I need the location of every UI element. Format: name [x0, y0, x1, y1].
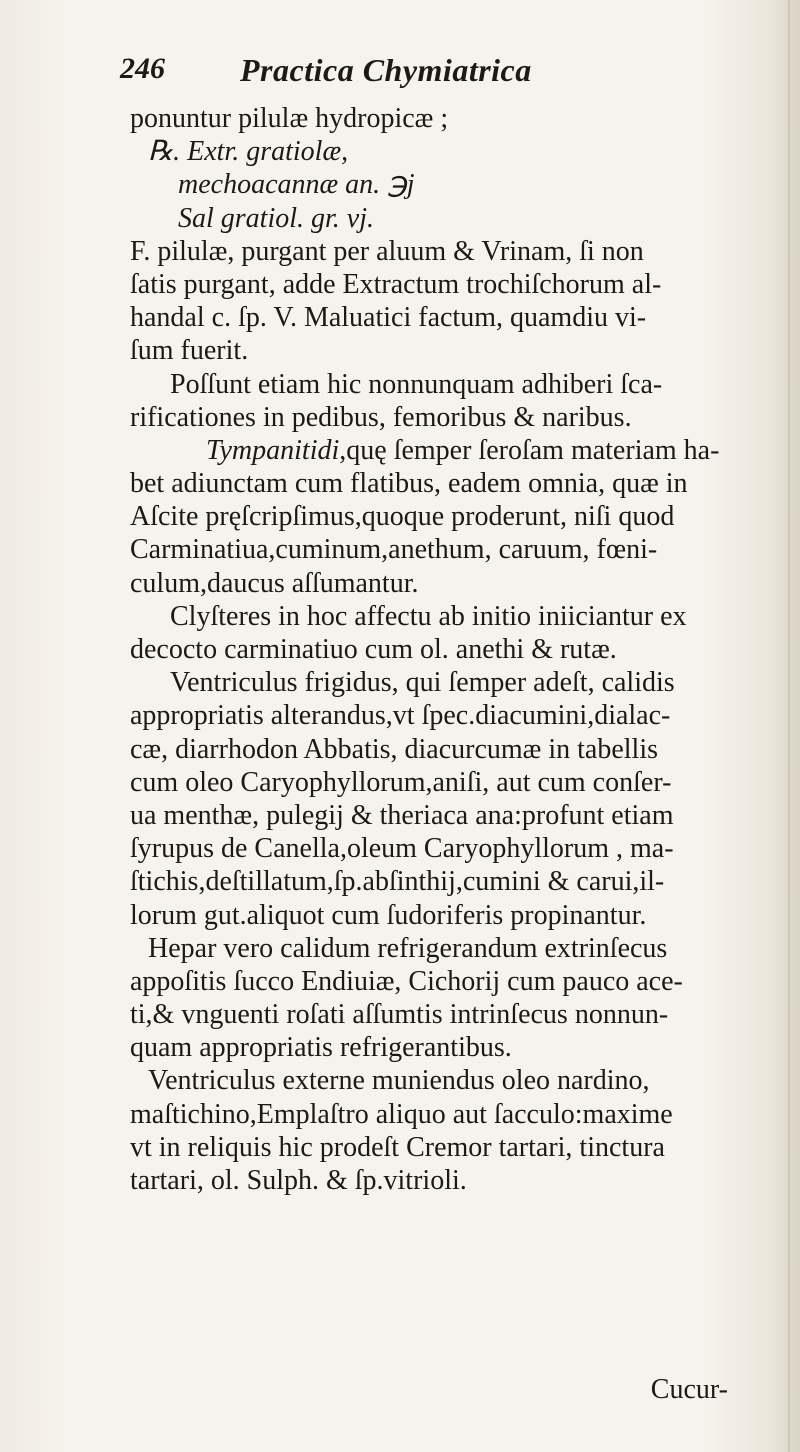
text-line: appoſitis ſucco Endiuiæ, Cichorij cum pauco ace- — [130, 965, 683, 997]
text-line: culum,daucus aſſumantur. — [130, 567, 419, 599]
running-title: Practica Chymiatrica — [240, 52, 532, 88]
recipe-line: ℞. Extr. gratiolæ, — [148, 136, 349, 168]
text-span: ,quę ſemper ſeroſam materiam ha- — [339, 434, 720, 466]
text-line: ſum fuerit. — [130, 335, 249, 367]
text-line: ponuntur pilulæ hydropicæ ; — [130, 103, 449, 134]
text-line: tartari, ol. Sulph. & ſp.vitrioli. — [130, 1165, 467, 1196]
text-line: bet adiunctam cum flatibus, eadem omnia, quæ in — [130, 468, 688, 500]
text-line: ſatis purgant, adde Extractum trochiſchorum al- — [130, 268, 662, 300]
text-line: ua menthæ, pulegij & theriaca ana:profunt etiam — [130, 799, 674, 831]
text-line: F. pilulæ, purgant per aluum & Vrinam, ſi non — [130, 235, 644, 267]
body-text — [130, 102, 770, 1197]
text-line: ſtichis,deſtillatum,ſp.abſinthij,cumini & carui,il- — [130, 866, 665, 898]
term-tympanitidi: Tympanitidi — [206, 434, 340, 466]
text-line: vt in reliquis hic prodeſt Cremor tartari, tinctura — [130, 1131, 665, 1163]
text-line: handal c. ſp. V. Maluatici factum, quamdiu vi- — [130, 302, 647, 334]
page-header — [120, 44, 680, 94]
text-line: maſtichino,Emplaſtro aliquo aut ſacculo:maxime — [130, 1098, 673, 1130]
page-number: 246 — [120, 52, 165, 85]
text-line: cum oleo Caryophyllorum,aniſi, aut cum conſer- — [130, 766, 672, 798]
text-line: appropriatis alterandus,vt ſpec.diacumini,dialac- — [130, 700, 671, 732]
text-line: quam appropriatis refrigerantibus. — [130, 1032, 512, 1064]
text-line: cæ, diarrhodon Abbatis, diacurcumæ in tabellis — [130, 733, 659, 765]
text-line: Aſcite pręſcripſimus,quoque proderunt, niſi quod — [130, 501, 675, 533]
text-line: Carminatiua,cuminum,anethum, caruum, fœni- — [130, 534, 658, 566]
recipe-line: Sal gratiol. gr. vj. — [178, 202, 375, 234]
paragraph-start-line — [130, 434, 770, 467]
paragraph-start-line: Ventriculus frigidus, qui ſemper adeſt, calidis — [170, 667, 675, 699]
page-edge-shadow — [788, 0, 790, 1452]
text-line: ſyrupus de Canella,oleum Caryophyllorum , ma- — [130, 833, 674, 865]
recipe-line: mechoacannæ an. ℈j — [178, 169, 415, 201]
paragraph-start-line: Poſſunt etiam hic nonnunquam adhiberi ſca- — [170, 368, 663, 400]
paragraph-start-line: Ventriculus externe muniendus oleo nardino, — [148, 1065, 650, 1097]
paragraph-start-line: Clyſteres in hoc affectu ab initio iniiciantur ex — [170, 600, 687, 632]
catchword: Cucur- — [650, 1374, 728, 1405]
text-line: ti,& vnguenti roſati aſſumtis intrinſecus nonnun- — [130, 999, 669, 1031]
paragraph-start-line: Hepar vero calidum refrigerandum extrinſecus — [148, 932, 668, 964]
text-line: decocto carminatiuo cum ol. anethi & rutæ. — [130, 634, 617, 665]
text-line: lorum gut.aliquot cum ſudoriferis propinantur. — [130, 899, 647, 931]
text-line: rificationes in pedibus, femoribus & naribus. — [130, 401, 632, 433]
